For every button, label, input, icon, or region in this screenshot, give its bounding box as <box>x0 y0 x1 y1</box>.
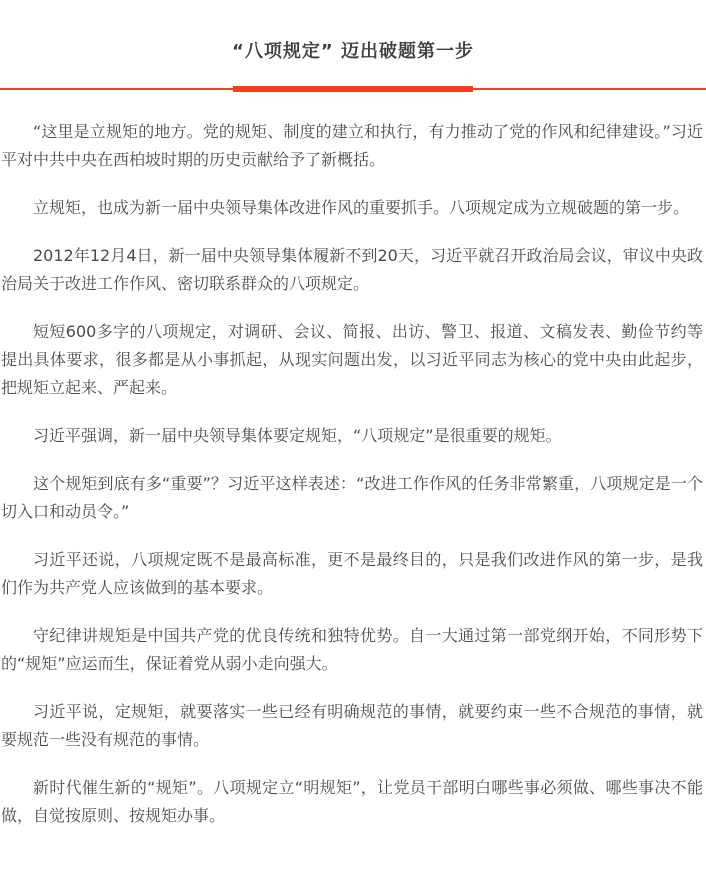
title-divider <box>0 86 706 92</box>
article-paragraph: 习近平强调，新一届中央领导集体要定规矩，“八项规定”是很重要的规矩。 <box>33 426 562 446</box>
divider-accent-bar <box>233 86 473 92</box>
article-paragraph: 立规矩，也成为新一届中央领导集体改进作风的重要抓手。八项规定成为立规破题的第一步。 <box>33 198 690 218</box>
article-body <box>0 118 706 874</box>
article-paragraph: 2012年12月4日，新一届中央领导集体履新不到20天，习近平就召开政治局会议，审议中央政治局关于改进工作作风、密切联系群众的八项规定。 <box>1 246 703 294</box>
article-header <box>0 0 706 77</box>
article-paragraph: 短短600多字的八项规定，对调研、会议、简报、出访、警卫、报道、文稿发表、勤俭节约等提出具体要求，很多都是从小事抓起，从现实问题出发，以习近平同志为核心的党中央由此起步，把规矩立起来、严起来。 <box>1 322 703 398</box>
article-paragraph: 这个规矩到底有多“重要”？习近平这样表述：“改进工作作风的任务非常繁重，八项规定是一个切入口和动员令。” <box>1 474 703 522</box>
article-paragraph: 习近平还说，八项规定既不是最高标准，更不是最终目的，只是我们改进作风的第一步，是我们作为共产党人应该做到的基本要求。 <box>1 550 703 598</box>
article-paragraph: 守纪律讲规矩是中国共产党的优良传统和独特优势。自一大通过第一部党纲开始，不同形势下的“规矩”应运而生，保证着党从弱小走向强大。 <box>1 626 703 674</box>
article-title: “八项规定” 迈出破题第一步 <box>232 41 474 63</box>
article-paragraph: 新时代催生新的“规矩”。八项规定立“明规矩”，让党员干部明白哪些事必须做、哪些事决不能做，自觉按原则、按规矩办事。 <box>1 778 703 826</box>
article-paragraph: “这里是立规矩的地方。党的规矩、制度的建立和执行，有力推动了党的作风和纪律建设。”习近平对中共中央在西柏坡时期的历史贡献给予了新概括。 <box>1 122 703 170</box>
article-paragraph: 习近平说，定规矩，就要落实一些已经有明确规范的事情，就要约束一些不合规范的事情，就要规范一些没有规范的事情。 <box>1 702 703 750</box>
